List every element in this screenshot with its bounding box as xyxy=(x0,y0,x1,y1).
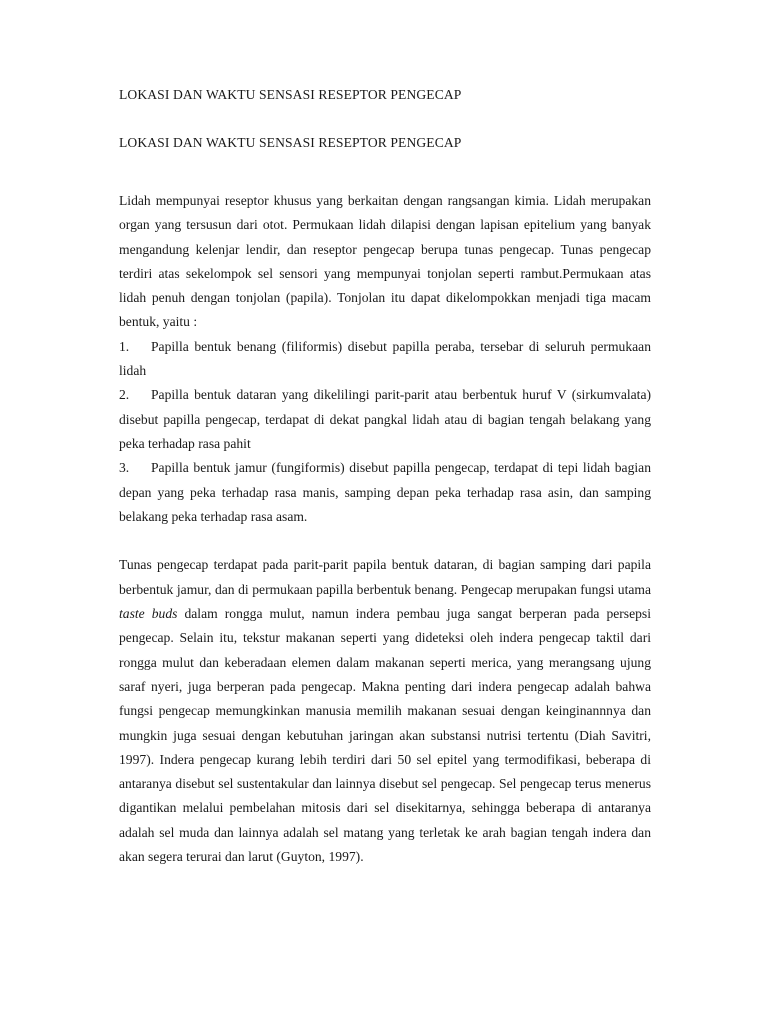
list-item xyxy=(119,335,651,384)
body-text-part-2: dalam rongga mulut, namun indera pembau juga sangat berperan pada persepsi pengecap. Selain itu, tekstur makanan seperti yang dideteksi oleh indera pengecap taktil dari rongga mulut dan keberadaan elemen dalam makanan seperti merica, yang merangsang ujung saraf nyeri, juga berperan pada pengecap. Makna penting dari indera pengecap adalah bahwa fungsi pengecap memungkinkan manusia memilih makanan sesuai dengan keinginannnya dan mungkin juga sesuai dengan kebutuhan jaringan akan substansi nutrisi tertentu (Diah Savitri, 1997). Indera pengecap kurang lebih terdiri dari 50 sel epitel yang termodifikasi, beberapa di antaranya disebut sel sustentakular dan lainnya disebut sel pengecap. Sel pengecap terus menerus digantikan melalui pembelahan mitosis dari sel disekitarnya, sehingga beberapa di antaranya adalah sel muda dan lainnya adalah sel matang yang terletak ke arah bagian tengah indera dan akan segera terurai dan larut (Guyton, 1997). xyxy=(119,606,651,865)
body-text-part-1: Tunas pengecap terdapat pada parit-parit papila bentuk dataran, di bagian samping dari papila berbentuk jamur, dan di permukaan papilla berbentuk benang. Pengecap merupakan fungsi utama xyxy=(119,557,651,597)
list-number: 1. xyxy=(119,338,130,354)
list-text: Papilla bentuk benang (filiformis) disebut papilla peraba, tersebar di seluruh permukaan lidah xyxy=(119,338,651,379)
papilla-list xyxy=(119,335,651,529)
list-number: 3. xyxy=(119,460,130,476)
list-number: 2. xyxy=(119,387,130,403)
list-text: Papilla bentuk jamur (fungiformis) disebut papilla pengecap, terdapat di tepi lidah bagian depan yang peka terhadap rasa manis, samping depan peka terhadap rasa asin, dan samping belakang peka terhadap rasa asam. xyxy=(119,460,651,524)
list-item xyxy=(119,456,651,529)
italic-term: taste buds xyxy=(119,606,178,622)
document-title: LOKASI DAN WAKTU SENSASI RESEPTOR PENGECAP xyxy=(119,87,462,102)
body-paragraph xyxy=(119,553,651,869)
list-item xyxy=(119,383,651,456)
intro-paragraph: Lidah mempunyai reseptor khusus yang berkaitan dengan rangsangan kimia. Lidah merupakan organ yang tersusun dari otot. Permukaan lidah dilapisi dengan lapisan epitelium yang banyak mengandung kelenjar lendir, dan reseptor pengecap berupa tunas pengecap. Tunas pengecap terdiri atas sekelompok sel sensori yang mempunyai tonjolan seperti rambut.Permukaan atas lidah penuh dengan tonjolan (papila). Tonjolan itu dapat dikelompokkan menjadi tiga macam bentuk, yaitu : xyxy=(119,193,651,330)
list-text: Papilla bentuk dataran yang dikelilingi parit-parit atau berbentuk huruf V (sirkumvalata) disebut papilla pengecap, terdapat di dekat pangkal lidah atau di bagian tengah belakang yang peka terhadap rasa pahit xyxy=(119,387,651,451)
document-subtitle: LOKASI DAN WAKTU SENSASI RESEPTOR PENGECAP xyxy=(119,135,462,150)
